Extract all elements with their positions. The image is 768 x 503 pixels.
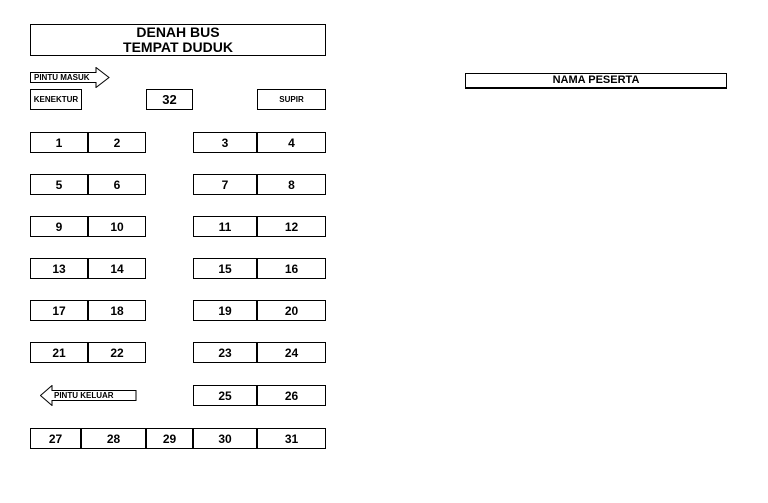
seat-8[interactable]: 8: [257, 174, 326, 195]
seat-3[interactable]: 3: [193, 132, 257, 153]
conductor-box: KENEKTUR: [30, 89, 82, 110]
seat-20[interactable]: 20: [257, 300, 326, 321]
seat-11[interactable]: 11: [193, 216, 257, 237]
seat-13[interactable]: 13: [30, 258, 88, 279]
seat-5[interactable]: 5: [30, 174, 88, 195]
seat-14[interactable]: 14: [88, 258, 146, 279]
seat-25[interactable]: 25: [193, 385, 257, 406]
seat-9[interactable]: 9: [30, 216, 88, 237]
seat-22[interactable]: 22: [88, 342, 146, 363]
seat-1[interactable]: 1: [30, 132, 88, 153]
seat-28[interactable]: 28: [81, 428, 146, 449]
seat-6[interactable]: 6: [88, 174, 146, 195]
page-title: [30, 24, 326, 56]
exit-label: PINTU KELUAR: [54, 391, 114, 400]
seat-16[interactable]: 16: [257, 258, 326, 279]
seat-24[interactable]: 24: [257, 342, 326, 363]
title-line-2: TEMPAT DUDUK: [123, 39, 233, 55]
exit-arrow: [40, 385, 137, 406]
seat-12[interactable]: 12: [257, 216, 326, 237]
seat-17[interactable]: 17: [30, 300, 88, 321]
seat-10[interactable]: 10: [88, 216, 146, 237]
seat-31[interactable]: 31: [257, 428, 326, 449]
title-line-1: DENAH BUS: [136, 24, 220, 40]
seat-26[interactable]: 26: [257, 385, 326, 406]
seat-19[interactable]: 19: [193, 300, 257, 321]
seat-4[interactable]: 4: [257, 132, 326, 153]
seat-15[interactable]: 15: [193, 258, 257, 279]
seat-30[interactable]: 30: [193, 428, 257, 449]
entrance-label: PINTU MASUK: [34, 73, 90, 82]
seat-32[interactable]: 32: [146, 89, 193, 110]
seat-27[interactable]: 27: [30, 428, 81, 449]
seat-21[interactable]: 21: [30, 342, 88, 363]
seat-7[interactable]: 7: [193, 174, 257, 195]
seat-2[interactable]: 2: [88, 132, 146, 153]
entrance-arrow: [30, 67, 110, 88]
seat-23[interactable]: 23: [193, 342, 257, 363]
seat-29[interactable]: 29: [146, 428, 193, 449]
driver-box: SUPIR: [257, 89, 326, 110]
seat-18[interactable]: 18: [88, 300, 146, 321]
participant-header: NAMA PESERTA: [465, 73, 727, 89]
